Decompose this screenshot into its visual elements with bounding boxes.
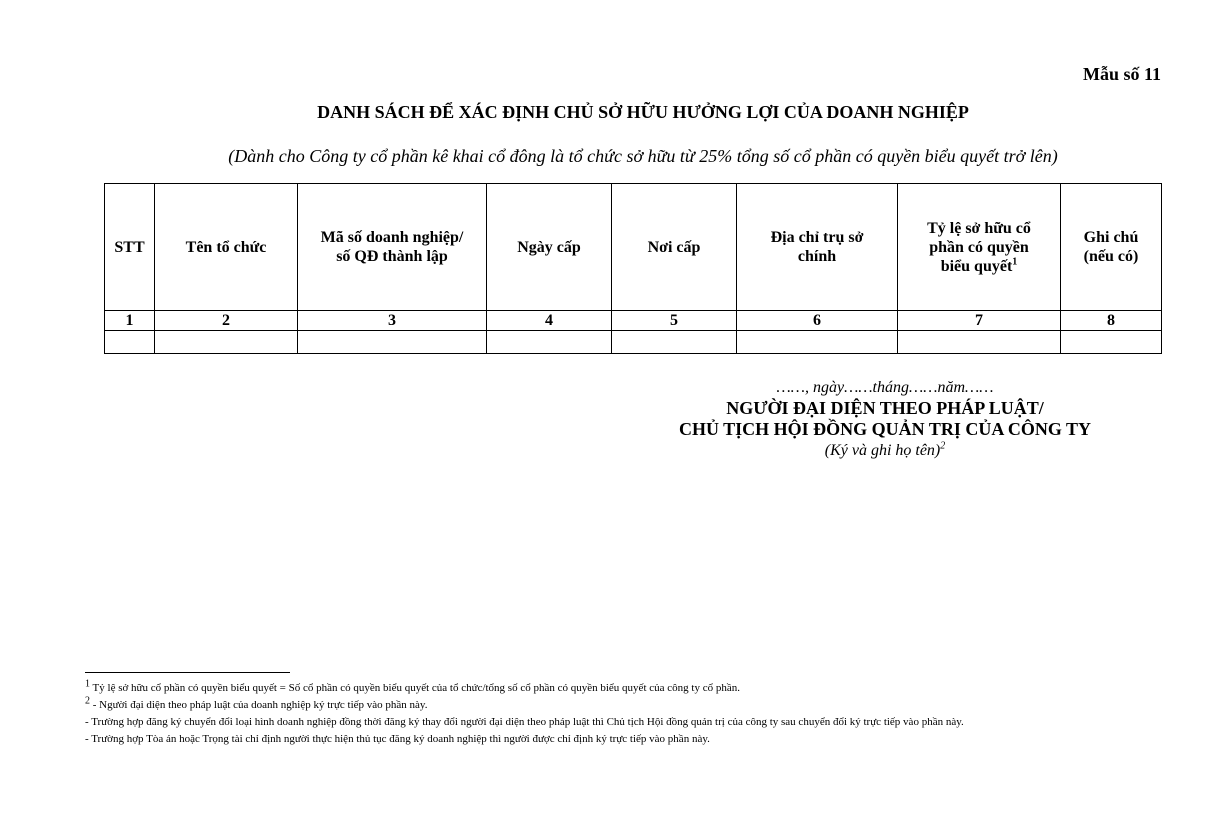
footnote-3: - Trường hợp đăng ký chuyển đổi loại hình doanh nghiệp đồng thời đăng ký thay đổi người đại diện theo pháp luật thì Chủ tịch Hội đồng quản trị của công ty sau chuyển đổi ký trực tiếp vào phần này. bbox=[85, 716, 964, 728]
header-head-office-address: Địa chỉ trụ sở chính bbox=[737, 184, 898, 311]
column-number: 7 bbox=[898, 311, 1061, 331]
table-header-row bbox=[105, 184, 1162, 311]
signature-role-line-1: NGƯỜI ĐẠI DIỆN THEO PHÁP LUẬT/ bbox=[726, 398, 1044, 418]
header-issue-place: Nơi cấp bbox=[612, 184, 737, 311]
empty-cell bbox=[105, 331, 155, 354]
signature-instruction: (Ký và ghi họ tên)$^2$ bbox=[824, 440, 946, 459]
empty-cell bbox=[1061, 331, 1162, 354]
column-number-row bbox=[105, 311, 1162, 331]
column-number: 5 bbox=[612, 311, 737, 331]
form-number: Mẫu số 11 bbox=[1082, 64, 1161, 84]
signature-role-line-2: CHỦ TỊCH HỘI ĐỒNG QUẢN TRỊ CỦA CÔNG TY bbox=[678, 419, 1092, 439]
empty-cell bbox=[155, 331, 298, 354]
header-issue-date: Ngày cấp bbox=[487, 184, 612, 311]
footnote-4: - Trường hợp Tòa án hoặc Trọng tài chỉ định người thực hiện thủ tục đăng ký doanh nghiệp thì người được chỉ định ký trực tiếp vào phần này. bbox=[85, 733, 710, 745]
empty-cell bbox=[898, 331, 1061, 354]
signature-date-line: ……, ngày……tháng……năm…… bbox=[776, 379, 994, 396]
footnotes bbox=[85, 680, 1165, 748]
footnote-2: $^2$ - Người đại diện theo pháp luật của doanh nghiệp ký trực tiếp vào phần này. bbox=[85, 695, 428, 711]
column-number: 3 bbox=[298, 311, 487, 331]
header-stt: STT bbox=[105, 184, 155, 311]
header-org-name: Tên tổ chức bbox=[155, 184, 298, 311]
empty-cell bbox=[737, 331, 898, 354]
header-notes: Ghi chú (nếu có) bbox=[1061, 184, 1162, 311]
column-number: 6 bbox=[737, 311, 898, 331]
column-number: 8 bbox=[1061, 311, 1162, 331]
header-voting-share-ratio: Tỷ lệ sở hữu cổ phần có quyền biểu quyết$^1$ bbox=[898, 184, 1061, 311]
document-title: DANH SÁCH ĐỂ XÁC ĐỊNH CHỦ SỞ HỮU HƯỞNG LỢI CỦA DOANH NGHIỆP bbox=[317, 102, 969, 122]
empty-cell bbox=[298, 331, 487, 354]
column-number: 1 bbox=[105, 311, 155, 331]
footnote-1: $^1$ Tỷ lệ sở hữu cổ phần có quyền biểu quyết = Số cổ phần có quyền biểu quyết của tổ chức/tổng số cổ phần có quyền biểu quyết của công ty cổ phần. bbox=[85, 678, 740, 694]
beneficial-owners-table bbox=[104, 183, 1162, 354]
column-number: 4 bbox=[487, 311, 612, 331]
empty-cell bbox=[487, 331, 612, 354]
footnote-ref-2: 2 bbox=[940, 440, 946, 452]
column-number: 2 bbox=[155, 311, 298, 331]
header-registration-number: Mã số doanh nghiệp/ số QĐ thành lập bbox=[298, 184, 487, 311]
signature-block bbox=[660, 377, 1110, 461]
footnote-divider bbox=[85, 672, 290, 673]
empty-cell bbox=[612, 331, 737, 354]
document-subtitle: (Dành cho Công ty cổ phần kê khai cổ đông là tổ chức sở hữu từ 25% tổng số cổ phần có quyền biểu quyết trở lên) bbox=[228, 146, 1058, 166]
table-row bbox=[105, 331, 1162, 354]
footnote-ref-1: 1 bbox=[1012, 256, 1018, 268]
